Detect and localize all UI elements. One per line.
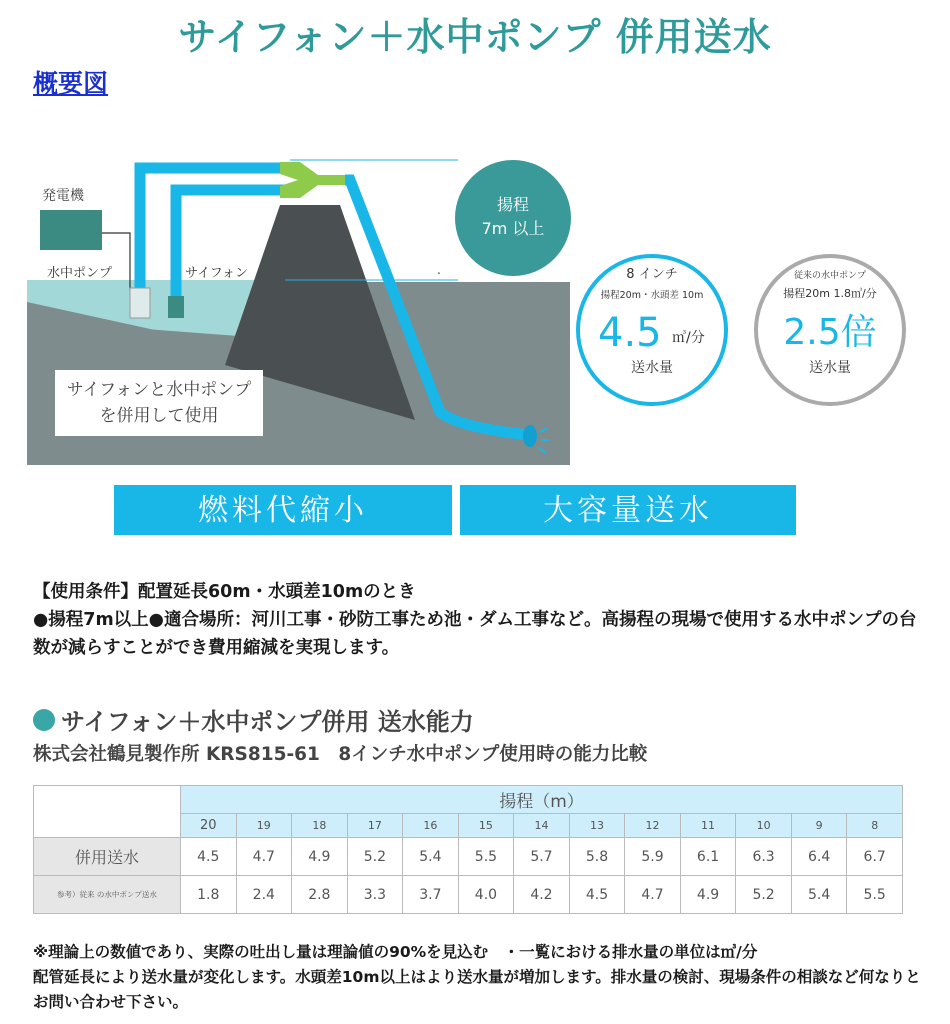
table-cell: 5.5 bbox=[847, 876, 903, 914]
capacity-table bbox=[33, 785, 903, 914]
table-cell: 5.2 bbox=[736, 876, 792, 914]
section-heading-text: サイフォン＋水中ポンプ併用 送水能力 bbox=[61, 708, 474, 736]
siphon-label: サイフォン bbox=[185, 266, 249, 281]
capacity-unit: ㎥/分 bbox=[672, 330, 705, 346]
table-corner bbox=[34, 786, 181, 838]
outlet-mouth bbox=[523, 425, 537, 447]
table-cell: 5.7 bbox=[514, 838, 570, 876]
y-joint bbox=[280, 162, 345, 198]
row-label: 参考）従来 の水中ポンプ送水 bbox=[34, 876, 181, 914]
lift-head: 17 bbox=[347, 814, 403, 838]
table-cell: 2.4 bbox=[236, 876, 292, 914]
table-row bbox=[34, 876, 903, 914]
volume-banner-text: 大容量送水 bbox=[543, 493, 713, 528]
overview-diagram bbox=[0, 110, 950, 555]
table-cell: 4.0 bbox=[458, 876, 514, 914]
fuel-banner-text: 燃料代縮小 bbox=[198, 493, 368, 528]
lift-circle-line1: 揚程 bbox=[496, 195, 530, 214]
table-cell: 1.8 bbox=[181, 876, 237, 914]
caption-line2: を併用して使用 bbox=[99, 406, 219, 426]
table-cell: 4.5 bbox=[569, 876, 625, 914]
ratio-footer: 送水量 bbox=[809, 360, 851, 376]
lift-circle bbox=[455, 160, 571, 276]
table-cell: 5.4 bbox=[791, 876, 847, 914]
table-row bbox=[34, 838, 903, 876]
bullet-icon bbox=[33, 709, 55, 731]
lift-head: 10 bbox=[736, 814, 792, 838]
lift-head: 8 bbox=[847, 814, 903, 838]
table-cell: 2.8 bbox=[292, 876, 348, 914]
lift-head: 15 bbox=[458, 814, 514, 838]
lift-head-title: 揚程（m） bbox=[181, 786, 903, 814]
lift-head: 13 bbox=[569, 814, 625, 838]
notes bbox=[33, 940, 923, 1015]
lift-head: 16 bbox=[403, 814, 459, 838]
table-cell: 6.7 bbox=[847, 838, 903, 876]
table-cell: 5.8 bbox=[569, 838, 625, 876]
pump-body bbox=[130, 288, 150, 318]
ratio-line1: 従来の水中ポンプ bbox=[793, 271, 867, 281]
table-cell: 4.5 bbox=[181, 838, 237, 876]
table-cell: 5.2 bbox=[347, 838, 403, 876]
conditions-line2: ●揚程7m以上●適合場所：河川工事・砂防工事ため池・ダム工事など。高揚程の現場で使用する水中ポンプの台数が減らすことができ費用縮減を実現します。 bbox=[33, 610, 917, 658]
ratio-line2: 揚程20m 1.8㎥/分 bbox=[783, 287, 877, 300]
lift-head: 9 bbox=[791, 814, 847, 838]
lift-head: 14 bbox=[514, 814, 570, 838]
table-cell: 6.1 bbox=[680, 838, 736, 876]
siphon-intake bbox=[168, 296, 184, 318]
capacity-line2: 揚程20m・水頭差 10m bbox=[600, 290, 704, 301]
notes-line2: 配管延長により送水量が変化します。水頭差10m以上はより送水量が増加します。排水量の検討、現場条件の相談など何なりとお問い合わせ下さい。 bbox=[33, 968, 921, 1011]
conditions-line1: 【使用条件】配置延長60m・水頭差10mのとき bbox=[33, 582, 416, 602]
table-cell: 5.5 bbox=[458, 838, 514, 876]
lift-circle-line2: 7m 以上 bbox=[481, 219, 545, 238]
capacity-footer: 送水量 bbox=[631, 360, 673, 376]
table-cell: 4.7 bbox=[236, 838, 292, 876]
page-title: サイフォン＋水中ポンプ 併用送水 bbox=[178, 15, 772, 59]
table-cell: 4.9 bbox=[292, 838, 348, 876]
table-cell: 3.7 bbox=[403, 876, 459, 914]
lift-head: 11 bbox=[680, 814, 736, 838]
table-cell: 4.2 bbox=[514, 876, 570, 914]
table-cell: 6.3 bbox=[736, 838, 792, 876]
overview-link[interactable]: 概要図 bbox=[33, 69, 109, 98]
lift-head: 18 bbox=[292, 814, 348, 838]
table-cell: 4.9 bbox=[680, 876, 736, 914]
lift-head: 12 bbox=[625, 814, 681, 838]
section-heading bbox=[33, 702, 474, 737]
section-subheading: 株式会社鶴見製作所 KRS815-61 8インチ水中ポンプ使用時の能力比較 bbox=[33, 744, 648, 765]
lift-head: 20 bbox=[181, 814, 237, 838]
notes-line1: ※理論上の数値であり、実際の吐出し量は理論値の90%を見込む ・一覧における排水量の単位は㎥/分 bbox=[33, 943, 758, 961]
ratio-value: 2.5倍 bbox=[783, 312, 877, 353]
table-cell: 5.9 bbox=[625, 838, 681, 876]
lift-head: 19 bbox=[236, 814, 292, 838]
pump-label: 水中ポンプ bbox=[47, 266, 113, 281]
generator-label: 発電機 bbox=[42, 188, 84, 204]
row-label: 併用送水 bbox=[34, 838, 181, 876]
caption-line1: サイフォンと水中ポンプ bbox=[66, 380, 252, 400]
capacity-line1: 8 インチ bbox=[626, 267, 678, 282]
dot-mark: . bbox=[437, 263, 441, 277]
table-cell: 5.4 bbox=[403, 838, 459, 876]
table-cell: 3.3 bbox=[347, 876, 403, 914]
usage-conditions bbox=[33, 578, 923, 662]
capacity-value: 4.5 bbox=[598, 310, 662, 356]
table-cell: 4.7 bbox=[625, 876, 681, 914]
table-cell: 6.4 bbox=[791, 838, 847, 876]
generator-box bbox=[40, 210, 102, 250]
